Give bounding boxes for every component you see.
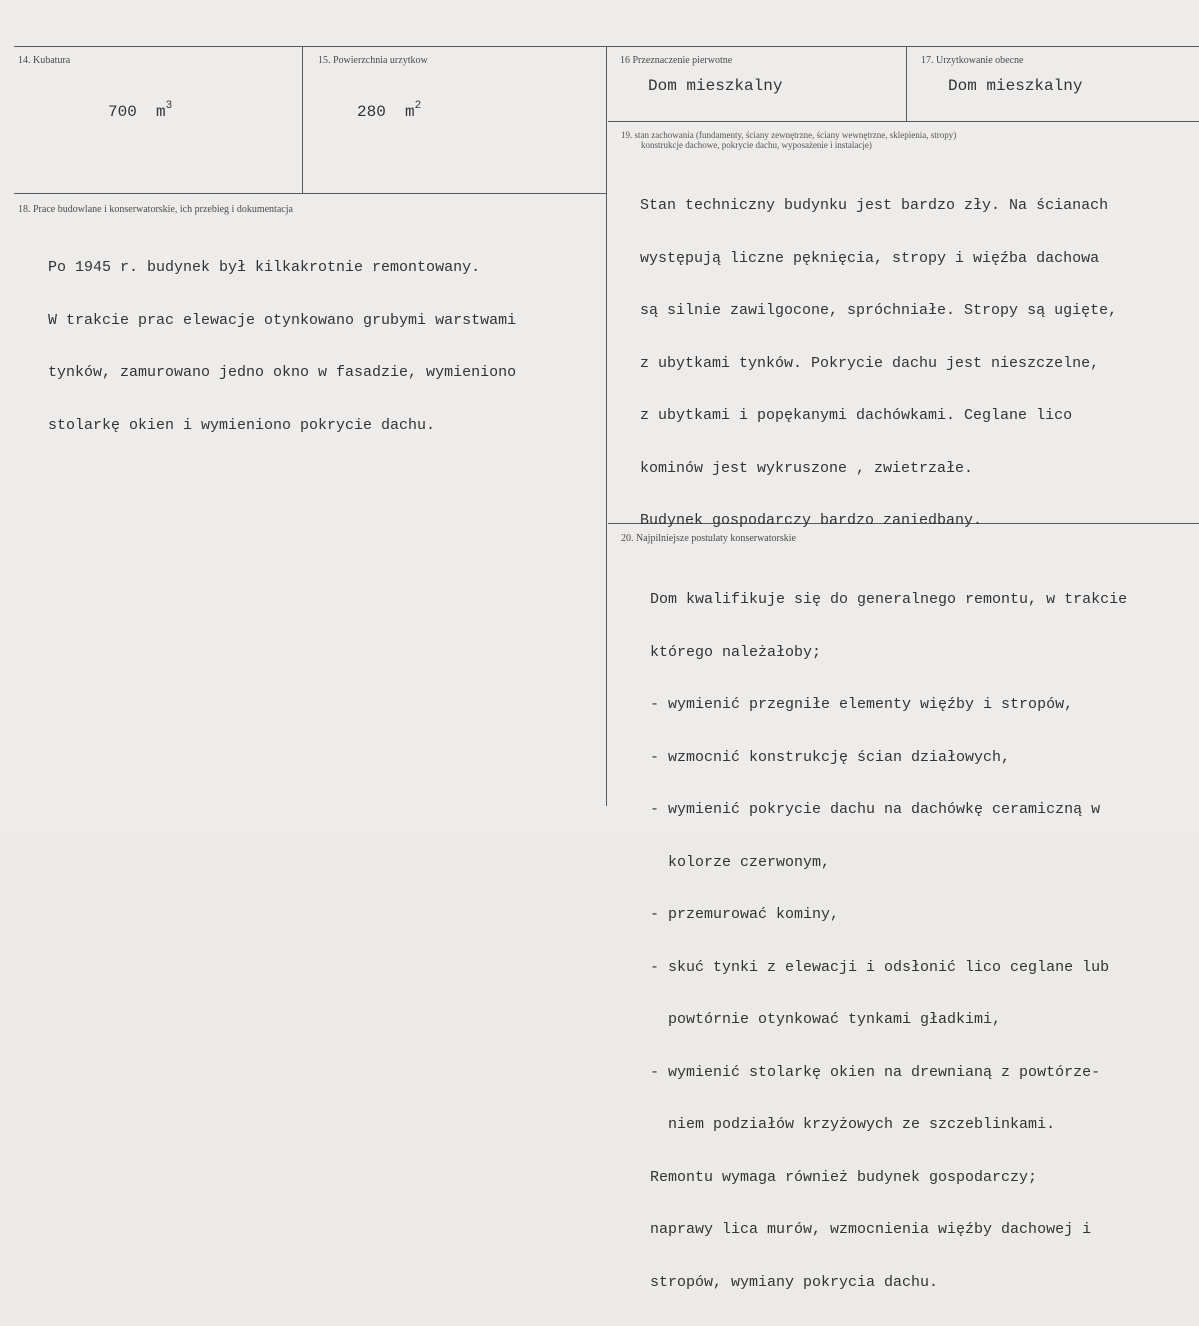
- field-20-line: - wymienić pokrycie dachu na dachówkę ceramiczną w: [650, 801, 1101, 818]
- field-15-label: 15. Powierzchnia urzytkow: [318, 55, 428, 66]
- divider-left-right: [606, 46, 607, 806]
- field-19-line: Budynek gospodarczy bardzo zaniedbany.: [640, 512, 983, 529]
- field-20-line: Dom kwalifikuje się do generalnego remontu, w trakcie: [650, 591, 1128, 608]
- area-unit: m: [405, 103, 415, 121]
- kubatura-exponent: 3: [165, 100, 173, 112]
- field-20-line: Remontu wymaga również budynek gospodarczy;: [650, 1168, 1038, 1186]
- area-exponent: 2: [414, 100, 422, 112]
- field-20-text: [650, 556, 1127, 1326]
- field-14-value: [108, 100, 173, 122]
- area-number: 280: [357, 103, 386, 121]
- field-20-line: naprawy lica murów, wzmocnienia więźby dachowej i: [650, 1221, 1092, 1238]
- field-15-value: [357, 100, 422, 122]
- field-17-label: 17. Urzytkowanie obecne: [921, 55, 1024, 66]
- field-18-line: Po 1945 r. budynek był kilkakrotnie remontowany.: [48, 259, 481, 276]
- field-20-line: - wymienić przegniłe elementy więźby i stropów,: [650, 696, 1074, 713]
- divider-f16-f17: [906, 46, 907, 121]
- field-20-label: 20. Najpilniejsze postulaty konserwatorskie: [621, 533, 796, 544]
- rule-f19-top: [608, 121, 1199, 122]
- field-20-line: stropów, wymiany pokrycia dachu.: [650, 1273, 939, 1291]
- field-19-label-line2: konstrukcje dachowe, pokrycie dachu, wyposażenie i instalacje): [641, 140, 872, 150]
- field-18-line: stolarkę okien i wymieniono pokrycie dachu.: [48, 416, 436, 434]
- field-19-label-line1: 19. stan zachowania (fundamenty, ściany zewnętrzne, ściany wewnętrzne, sklepienia, stropy): [621, 130, 957, 140]
- kubatura-number: 700: [108, 103, 137, 121]
- field-16-label: 16 Przeznaczenie pierwotne: [620, 55, 733, 66]
- field-16-value: Dom mieszkalny: [648, 77, 783, 95]
- field-20-line: kolorze czerwonym,: [650, 853, 831, 871]
- divider-f14-f15: [302, 46, 303, 193]
- field-18-line: tynków, zamurowano jedno okno w fasadzie, wymieniono: [48, 364, 517, 381]
- field-18-text: [48, 224, 516, 469]
- kubatura-unit: m: [156, 103, 166, 121]
- field-20-line: - wzmocnić konstrukcję ścian działowych,: [650, 748, 1011, 766]
- field-20-line: - wymienić stolarkę okien na drewnianą z powtórze-: [650, 1063, 1101, 1081]
- field-14-label: 14. Kubatura: [18, 55, 71, 66]
- field-19-line: z ubytkami tynków. Pokrycie dachu jest nieszczelne,: [640, 354, 1100, 372]
- field-20-line: - przemurować kominy,: [650, 906, 840, 923]
- rule-f18-top: [14, 193, 606, 194]
- field-19-line: są silnie zawilgocone, spróchniałe. Stropy są ugięte,: [640, 302, 1118, 319]
- field-18-line: W trakcie prac elewacje otynkowano grubymi warstwami: [48, 311, 517, 329]
- field-20-line: niem podziałów krzyżowych ze szczeblinkami.: [650, 1116, 1056, 1133]
- field-19-line: Stan techniczny budynku jest bardzo zły. Na ścianach: [640, 197, 1109, 214]
- field-19-line: kominów jest wykruszone , zwietrzałe.: [640, 459, 974, 477]
- field-19-text: [640, 162, 1117, 565]
- field-19-line: występują liczne pęknięcia, stropy i więźba dachowa: [640, 249, 1100, 267]
- field-20-line: którego należałoby;: [650, 643, 822, 661]
- field-18-label: 18. Prace budowlane i konserwatorskie, ich przebieg i dokumentacja: [18, 204, 293, 215]
- field-19-line: z ubytkami i popękanymi dachówkami. Ceglane lico: [640, 407, 1073, 424]
- field-20-line: powtórnie otynkować tynkami gładkimi,: [650, 1011, 1002, 1028]
- field-20-line: - skuć tynki z elewacji i odsłonić lico ceglane lub: [650, 958, 1110, 976]
- field-17-value: Dom mieszkalny: [948, 77, 1083, 95]
